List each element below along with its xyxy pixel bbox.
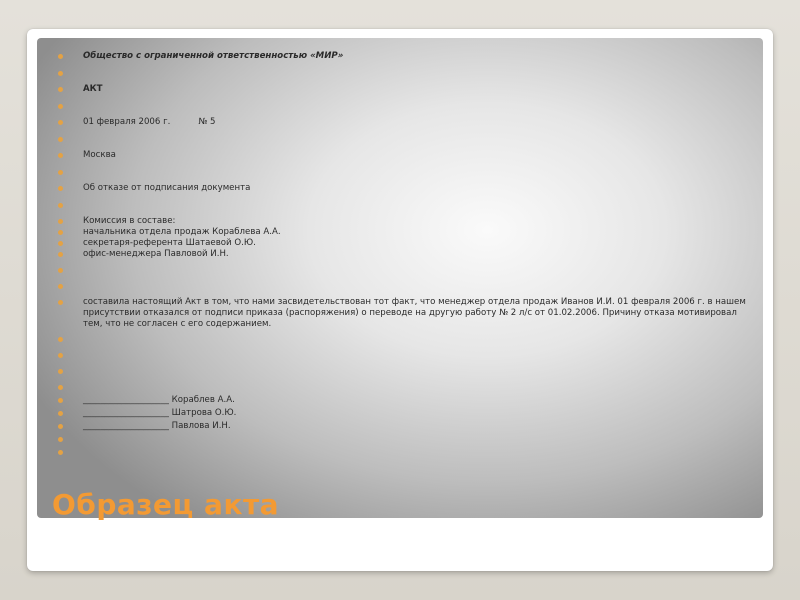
bullet-icon (58, 241, 63, 246)
list-item (55, 421, 755, 432)
bullet-icon (58, 252, 63, 257)
list-item (55, 350, 755, 361)
bullet-icon (58, 87, 63, 92)
commission-member: офис-менеджера Павловой И.Н. (83, 249, 229, 259)
list-item (55, 297, 755, 330)
bullet-icon (58, 450, 63, 455)
commission-member: начальника отдела продаж Кораблева А.А. (83, 227, 281, 237)
bullet-icon (58, 230, 63, 235)
list-item (55, 68, 755, 79)
signature-line: ____________________ Павлова И.Н. (83, 421, 231, 431)
bullet-icon (58, 203, 63, 208)
document-type: АКТ (83, 84, 103, 94)
document-number: № 5 (198, 117, 216, 127)
list-item (55, 150, 755, 161)
list-item (55, 265, 755, 276)
bullet-icon (58, 170, 63, 175)
list-item (55, 183, 755, 194)
list-item (55, 249, 755, 260)
list-item (55, 434, 755, 445)
list-item (55, 238, 755, 249)
bullet-icon (58, 71, 63, 76)
list-item (55, 84, 755, 95)
act-body-paragraph: составила настоящий Акт в том, что нами засвидетельствован тот факт, что менеджер отдела продаж Иванов И.И. 01 февраля 2006 г. в нашем присутствии отказался от подписи приказа (распоряжения) о переводе на другую работу № 2 л/с от 01.02.2006. Причину отказа мотивировал тем, что не согласен с его содержанием. (83, 297, 746, 329)
bullet-icon (58, 219, 63, 224)
bullet-icon (58, 104, 63, 109)
list-item (55, 216, 755, 227)
bullet-icon (58, 284, 63, 289)
list-item (55, 382, 755, 393)
signature-line: ____________________ Шатрова О.Ю. (83, 408, 237, 418)
bullet-icon (58, 153, 63, 158)
list-item (55, 408, 755, 419)
document-subject: Об отказе от подписания документа (83, 183, 251, 193)
bullet-icon (58, 369, 63, 374)
list-item (55, 117, 755, 128)
bullet-icon (58, 300, 63, 305)
bullet-icon (58, 411, 63, 416)
document-city: Москва (83, 150, 116, 160)
commission-heading: Комиссия в составе: (83, 216, 176, 226)
bullet-icon (58, 424, 63, 429)
slide-content-panel (37, 38, 763, 518)
document-date: 01 февраля 2006 г. (83, 117, 171, 127)
signature-line: ____________________ Кораблев А.А. (83, 395, 235, 405)
bullet-icon (58, 120, 63, 125)
list-item (55, 200, 755, 211)
organization-name: Общество с ограниченной ответственностью «МИР» (83, 51, 344, 61)
list-item (55, 51, 755, 62)
commission-member: секретаря-референта Шатаевой О.Ю. (83, 238, 256, 248)
document-text-list (55, 51, 755, 458)
list-item (55, 134, 755, 145)
bullet-icon (58, 437, 63, 442)
list-item (55, 227, 755, 238)
bullet-icon (58, 54, 63, 59)
bullet-icon (58, 353, 63, 358)
list-item (55, 334, 755, 345)
bullet-icon (58, 337, 63, 342)
list-item (55, 101, 755, 112)
list-item (55, 395, 755, 406)
list-item (55, 366, 755, 377)
bullet-icon (58, 385, 63, 390)
slide-title: Образец акта (52, 488, 280, 521)
bullet-icon (58, 268, 63, 273)
bullet-icon (58, 186, 63, 191)
list-item (55, 447, 755, 458)
list-item (55, 281, 755, 292)
list-item (55, 167, 755, 178)
bullet-icon (58, 398, 63, 403)
bullet-icon (58, 137, 63, 142)
